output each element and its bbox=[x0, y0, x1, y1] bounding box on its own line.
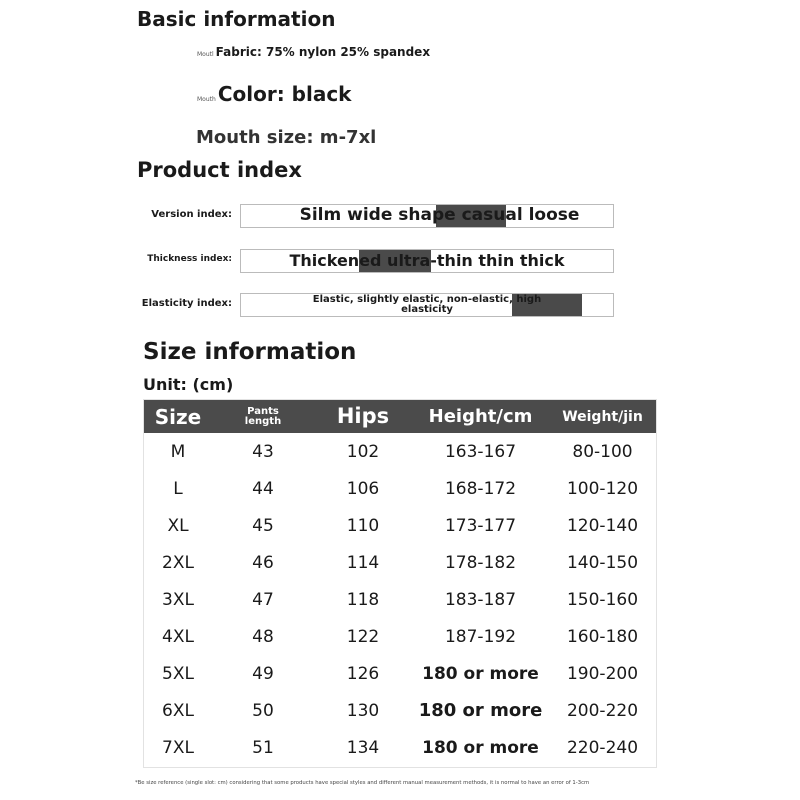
table-row bbox=[144, 618, 656, 655]
cell-size: M bbox=[170, 441, 186, 462]
cell-weight: 150-160 bbox=[566, 589, 639, 610]
cell-size: 2XL bbox=[162, 552, 194, 573]
footnote: *Be size reference (single slot: cm) considering that some products have special styles and different manual measurement methods, it is normal to have an error of 1-3cm bbox=[135, 780, 590, 786]
cell-hips: 118 bbox=[346, 589, 380, 610]
cell-size: 7XL bbox=[162, 737, 194, 758]
cell-pants-length: 44 bbox=[252, 478, 274, 499]
cell-size: 3XL bbox=[162, 589, 194, 610]
cell-height: 180 or more bbox=[422, 663, 539, 684]
cell-pants-length: 47 bbox=[252, 589, 274, 610]
table-row bbox=[144, 507, 656, 544]
thickness-index-value: Thickened ultra-thin thin thick bbox=[289, 250, 565, 270]
header-hips: Hips bbox=[336, 404, 390, 428]
cell-hips: 134 bbox=[346, 737, 380, 758]
fabric-prefix: Moutl bbox=[197, 51, 214, 58]
cell-weight: 100-120 bbox=[566, 478, 639, 499]
cell-hips: 114 bbox=[346, 552, 380, 573]
table-row bbox=[144, 544, 656, 581]
cell-height: 180 or more bbox=[418, 700, 543, 721]
cell-size: L bbox=[173, 478, 183, 499]
cell-weight: 160-180 bbox=[566, 626, 639, 647]
table-row bbox=[144, 470, 656, 507]
thickness-index-label: Thickness index: bbox=[147, 254, 232, 264]
cell-hips: 126 bbox=[346, 663, 380, 684]
table-row bbox=[144, 655, 656, 692]
cell-size: XL bbox=[167, 515, 189, 536]
header-weight: Weight/jin bbox=[562, 408, 643, 425]
cell-weight: 120-140 bbox=[566, 515, 639, 536]
cell-pants-length: 48 bbox=[252, 626, 274, 647]
cell-weight: 200-220 bbox=[566, 700, 639, 721]
cell-pants-length: 43 bbox=[252, 441, 274, 462]
cell-hips: 102 bbox=[346, 441, 380, 462]
size-info-title: Size information bbox=[143, 339, 357, 365]
color-text: Color: black bbox=[217, 82, 352, 106]
cell-height: 178-182 bbox=[444, 552, 517, 573]
header-size: Size bbox=[154, 404, 202, 429]
cell-height: 173-177 bbox=[444, 515, 517, 536]
elasticity-index-value: Elastic, slightly elastic, non-elastic, high elasticity bbox=[312, 293, 542, 315]
table-row bbox=[144, 729, 656, 766]
cell-pants-length: 49 bbox=[252, 663, 274, 684]
cell-hips: 130 bbox=[346, 700, 380, 721]
cell-size: 4XL bbox=[162, 626, 194, 647]
color-prefix: Mouth bbox=[197, 96, 216, 103]
table-row bbox=[144, 433, 656, 470]
cell-weight: 80-100 bbox=[572, 441, 633, 462]
unit-label: Unit: (cm) bbox=[143, 375, 234, 394]
cell-weight: 140-150 bbox=[566, 552, 639, 573]
fabric-line bbox=[197, 45, 430, 59]
thickness-index-bar bbox=[240, 249, 614, 273]
basic-info-title: Basic information bbox=[137, 7, 336, 31]
cell-weight: 220-240 bbox=[566, 737, 639, 758]
version-index-value: Silm wide shape casual loose bbox=[299, 205, 580, 226]
header-pants-length: Pants length bbox=[244, 405, 282, 427]
cell-weight: 190-200 bbox=[566, 663, 639, 684]
cell-height: 187-192 bbox=[444, 626, 517, 647]
mouth-size: Mouth size: m-7xl bbox=[196, 127, 377, 148]
cell-height: 163-167 bbox=[444, 441, 517, 462]
table-row bbox=[144, 581, 656, 618]
color-line bbox=[197, 82, 351, 106]
table-row bbox=[144, 692, 656, 729]
cell-hips: 122 bbox=[346, 626, 380, 647]
version-index-bar bbox=[240, 204, 614, 228]
cell-pants-length: 51 bbox=[252, 737, 274, 758]
elasticity-index-label: Elasticity index: bbox=[141, 298, 232, 309]
fabric-text: Fabric: 75% nylon 25% spandex bbox=[215, 45, 431, 59]
cell-hips: 106 bbox=[346, 478, 380, 499]
cell-height: 183-187 bbox=[444, 589, 517, 610]
cell-pants-length: 46 bbox=[252, 552, 274, 573]
version-index-label: Version index: bbox=[151, 209, 232, 220]
cell-height: 180 or more bbox=[422, 737, 539, 758]
elasticity-index-bar bbox=[240, 293, 614, 317]
cell-pants-length: 50 bbox=[252, 700, 274, 721]
header-height: Height/cm bbox=[428, 405, 533, 427]
cell-pants-length: 45 bbox=[252, 515, 274, 536]
cell-size: 5XL bbox=[162, 663, 194, 684]
product-index-title: Product index bbox=[137, 158, 302, 182]
cell-height: 168-172 bbox=[444, 478, 517, 499]
size-table bbox=[143, 399, 657, 768]
cell-hips: 110 bbox=[346, 515, 380, 536]
size-table-header bbox=[144, 400, 656, 433]
cell-size: 6XL bbox=[162, 700, 194, 721]
